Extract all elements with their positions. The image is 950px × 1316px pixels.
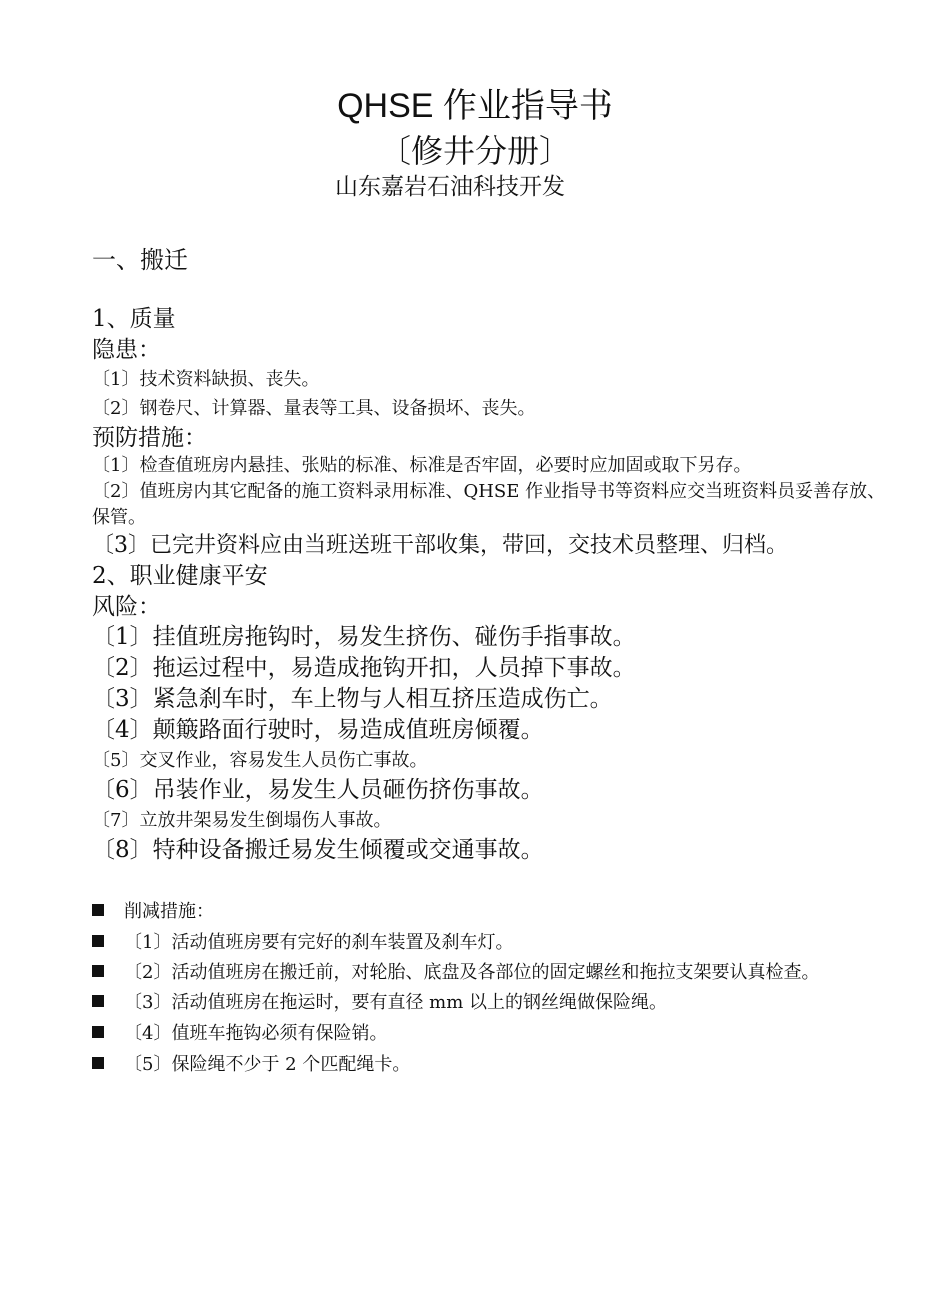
square-bullet-icon <box>92 1026 104 1038</box>
document-body <box>92 240 887 1080</box>
company-name: 山东嘉岩石油科技开发 <box>335 174 565 200</box>
risk-item: 〔4〕颠簸路面行驶时，易造成值班房倾覆。 <box>92 717 544 743</box>
mitigation-item <box>92 1049 887 1080</box>
mitigation-item <box>92 987 887 1018</box>
prevention-label: 预防措施： <box>92 425 207 451</box>
prevention-item: 〔1〕检查值班房内悬挂、张贴的标准、标准是否牢固，必要时应加固或取下另存。 <box>92 455 752 476</box>
mitigation-item <box>92 927 887 958</box>
risk-item: 〔2〕拖运过程中，易造成拖钩开扣，人员掉下事故。 <box>92 655 636 681</box>
risk-item: 〔3〕紧急刹车时，车上物与人相互挤压造成伤亡。 <box>92 686 613 712</box>
hazard-item: 〔1〕技术资料缺损、丧失。 <box>92 369 320 390</box>
risks-label: 风险： <box>92 594 161 620</box>
square-bullet-icon <box>92 904 104 916</box>
square-bullet-icon <box>92 995 104 1007</box>
risk-item: 〔8〕特种设备搬迁易发生倾覆或交通事故。 <box>92 837 544 863</box>
hazards-label: 隐患： <box>92 337 161 363</box>
section-heading-relocation: 一、搬迁 <box>92 246 188 274</box>
hazard-item: 〔2〕钢卷尺、计算器、量表等工具、设备损坏、丧失。 <box>92 398 536 419</box>
mitigation-label-row <box>92 896 887 927</box>
subsection-heading-health-safety: 2、职业健康平安 <box>92 563 268 589</box>
mitigation-item <box>92 1018 887 1049</box>
square-bullet-icon <box>92 965 104 977</box>
square-bullet-icon <box>92 1057 104 1069</box>
mitigation-label: 削减措施： <box>124 901 214 922</box>
mitigation-text: 〔5〕保险绳不少于 2 个匹配绳卡。 <box>124 1054 411 1075</box>
mitigation-text: 〔2〕活动值班房在搬迁前，对轮胎、底盘及各部位的固定螺丝和拖拉支架要认真检查。 <box>124 962 820 983</box>
square-bullet-icon <box>92 935 104 947</box>
risk-item: 〔6〕吊装作业，易发生人员砸伤挤伤事故。 <box>92 777 544 803</box>
prevention-item: 〔2〕值班房内其它配备的施工资料录用标准、QHSE 作业指导书等资料应交当班资料员妥善存放、保管。 <box>92 481 886 528</box>
document-subtitle: 〔修井分册〕 <box>378 132 571 170</box>
mitigation-text: 〔1〕活动值班房要有完好的刹车装置及刹车灯。 <box>124 932 514 953</box>
risk-item: 〔1〕挂值班房拖钩时，易发生挤伤、碰伤手指事故。 <box>92 624 636 650</box>
risk-item: 〔5〕交叉作业，容易发生人员伤亡事故。 <box>92 750 428 771</box>
mitigation-text: 〔4〕值班车拖钩必须有保险销。 <box>124 1023 388 1044</box>
document-title: QHSE 作业指导书 <box>337 87 613 125</box>
mitigation-text: 〔3〕活动值班房在拖运时，要有直径 mm 以上的钢丝绳做保险绳。 <box>124 992 668 1013</box>
prevention-item: 〔3〕已完井资料应由当班送班干部收集，带回，交技术员整理、归档。 <box>92 533 788 558</box>
mitigation-item <box>92 958 887 987</box>
subsection-heading-quality: 1、质量 <box>92 306 176 332</box>
risk-item: 〔7〕立放井架易发生倒塌伤人事故。 <box>92 810 392 831</box>
